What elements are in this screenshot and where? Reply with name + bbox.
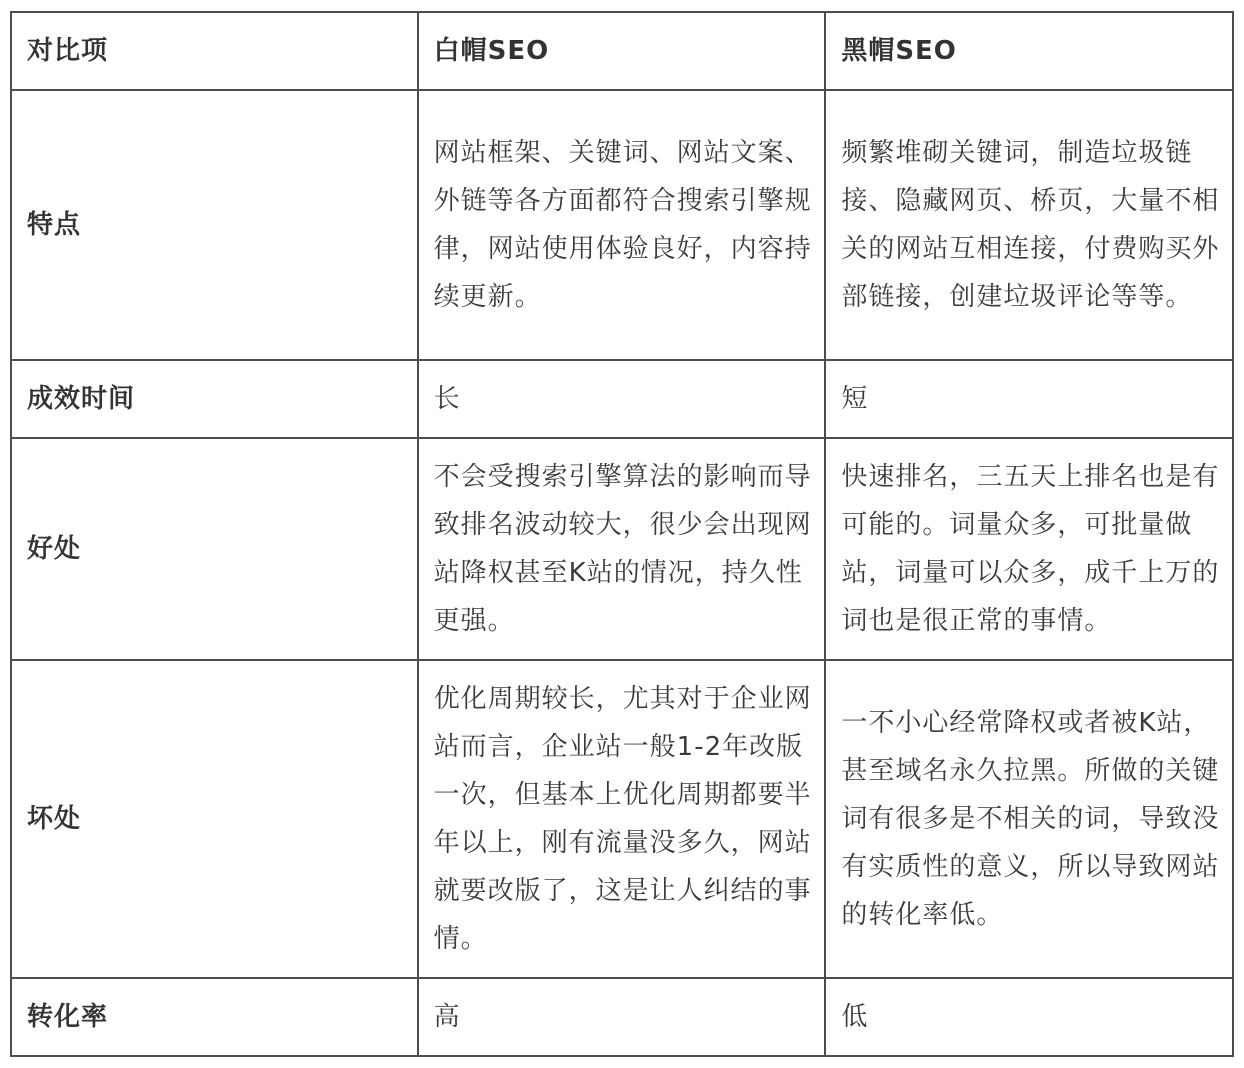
header-item: 对比项 (11, 12, 418, 90)
table-row-drawbacks (11, 660, 1233, 978)
white-hat-cell: 长 (418, 360, 826, 438)
table-row-effect-time (11, 360, 1233, 438)
row-label: 坏处 (11, 660, 418, 978)
row-label: 好处 (11, 438, 418, 660)
row-label: 特点 (11, 90, 418, 360)
row-label: 转化率 (11, 978, 418, 1056)
table-row-conversion-rate (11, 978, 1233, 1056)
table-row-benefits (11, 438, 1233, 660)
header-white-hat: 白帽SEO (418, 12, 826, 90)
seo-comparison-table (10, 11, 1234, 1057)
row-label: 成效时间 (11, 360, 418, 438)
black-hat-cell: 低 (825, 978, 1233, 1056)
white-hat-cell: 不会受搜索引擎算法的影响而导致排名波动较大，很少会出现网站降权甚至K站的情况，持久性更强。 (418, 438, 826, 660)
table-row-features (11, 90, 1233, 360)
table-header-row (11, 12, 1233, 90)
white-hat-cell: 网站框架、关键词、网站文案、外链等各方面都符合搜索引擎规律，网站使用体验良好，内容持续更新。 (418, 90, 826, 360)
black-hat-cell: 一不小心经常降权或者被K站，甚至域名永久拉黑。所做的关键词有很多是不相关的词，导致没有实质性的意义，所以导致网站的转化率低。 (825, 660, 1233, 978)
black-hat-cell: 短 (825, 360, 1233, 438)
white-hat-cell: 高 (418, 978, 826, 1056)
black-hat-cell: 快速排名，三五天上排名也是有可能的。词量众多，可批量做站，词量可以众多，成千上万的词也是很正常的事情。 (825, 438, 1233, 660)
black-hat-cell: 频繁堆砌关键词，制造垃圾链接、隐藏网页、桥页，大量不相关的网站互相连接，付费购买外部链接，创建垃圾评论等等。 (825, 90, 1233, 360)
header-black-hat: 黑帽SEO (825, 12, 1233, 90)
white-hat-cell: 优化周期较长，尤其对于企业网站而言，企业站一般1-2年改版一次，但基本上优化周期都要半年以上，刚有流量没多久，网站就要改版了，这是让人纠结的事情。 (418, 660, 826, 978)
